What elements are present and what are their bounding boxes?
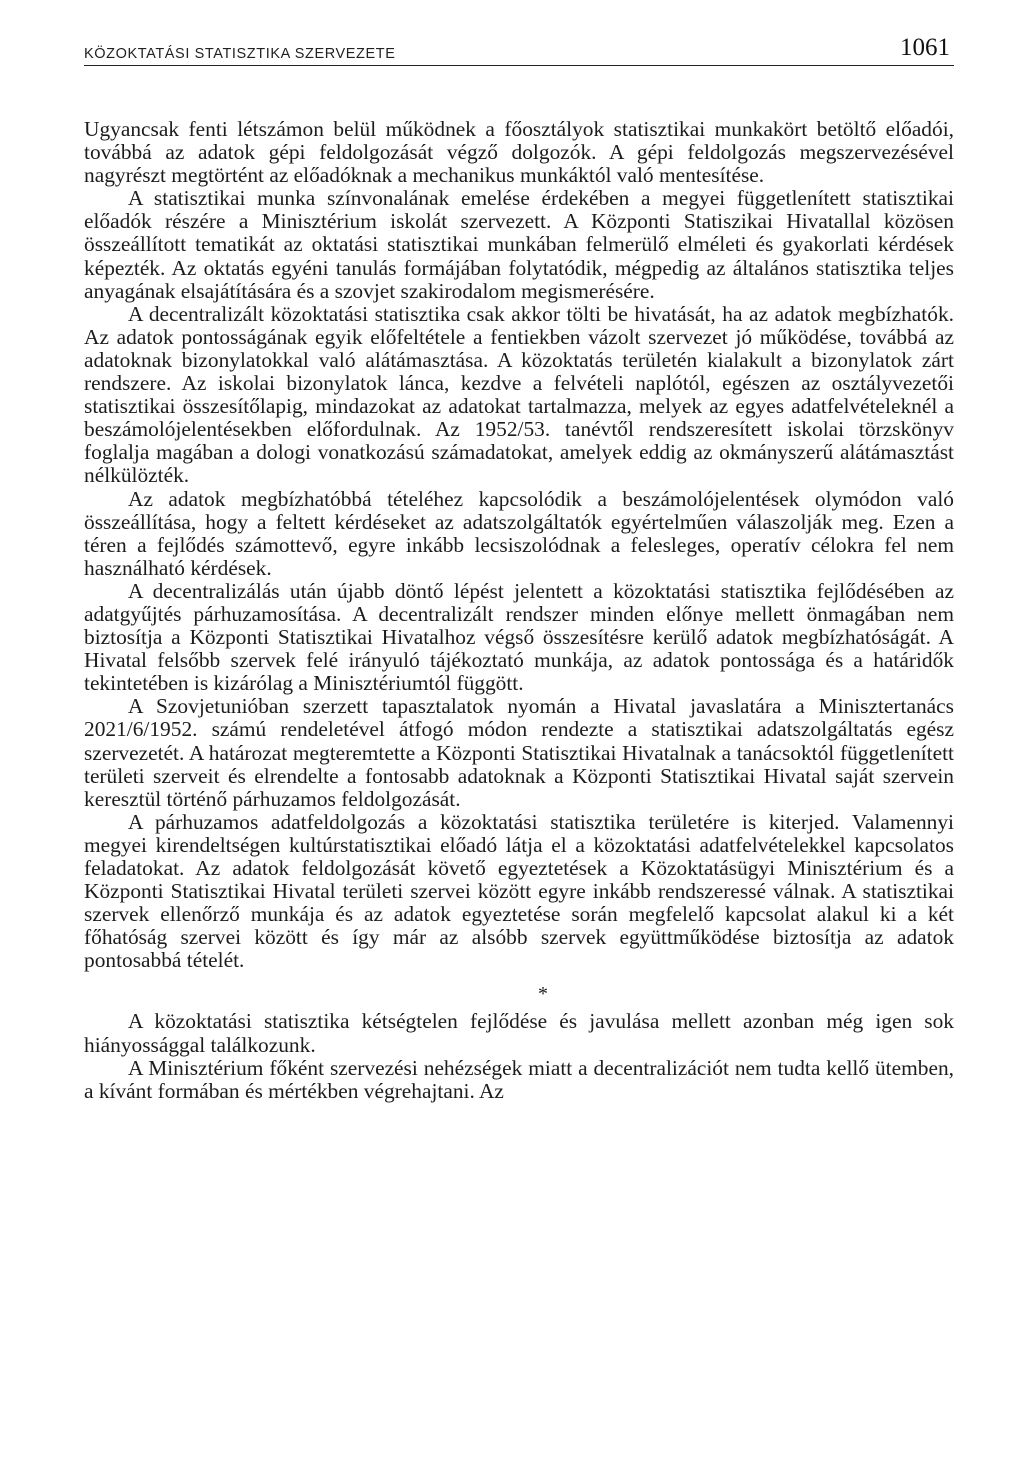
paragraph: Ugyancsak fenti létszámon belül működnek a főosztályok statisztikai munkakört betöltő előadói, továbbá az adatok gépi feldolgozását végző dolgozók. A gépi feldolgozás megszervezésével nagyrészt megtörtént az előadóknak a mechanikus munkáktól való mentesítése. xyxy=(84,117,954,188)
running-header xyxy=(84,28,954,66)
section-separator: * xyxy=(538,983,548,1006)
paragraph: Az adatok megbízhatóbbá tételéhez kapcsolódik a beszámolójelentések olymódon való összeállítása, hogy a feltett kérdéseket az adatszolgáltatók egyértelműen válaszolják meg. Ezen a téren a fejlődés számottevő, egyre inkább lecsiszolódnak a felesleges, operatív célokra fel nem használható kérdések. xyxy=(84,486,954,580)
paragraph: A párhuzamos adatfeldolgozás a közoktatási statisztika területére is kiterjed. Valamennyi megyei kirendeltségen kultúrstatisztikai előadó látja el a közoktatási adatfelvételekkel kapcsolatos feladatokat. Az adatok feldolgozását követő egyeztetések a Közoktatásügyi Minisztérium és a Központi Statisztikai Hivatal területi szervei között egyre inkább rendszeressé válnak. A statisztikai szervek ellenőrző munkája és az adatok egyeztetése során megfelelő kapcsolat alakul ki a két főhatóság szervei között és így már az alsóbb szervek együttműködése biztosítja az adatok pontosabbá tételét. xyxy=(84,809,954,973)
paragraph: A statisztikai munka színvonalának emelése érdekében a megyei függetlenített statisztikai előadók részére a Minisztérium iskolát szervezett. A Központi Statiszikai Hivatallal közösen összeállított tematikát az oktatási statisztikai munkában felmerülő elméleti és gyakorlati kérdések képezték. Az oktatás egyéni tanulás formájában folytatódik, mégpedig az általános statisztika teljes anyagának elsajátítására és a szovjet szakirodalom megismerésére. xyxy=(84,186,954,303)
paragraph: A decentralizált közoktatási statisztika csak akkor tölti be hivatását, ha az adatok megbízhatók. Az adatok pontosságának egyik előfeltétele a fentiekben vázolt szervezet jó működése, továbbá az adatoknak bizonylatokkal való alátámasztása. A közoktatás területén kialakult a bizonylatok zárt rendszere. Az iskolai bizonylatok lánca, kezdve a felvételi naplótól, egészen az osztályvezetői statisztikai összesítőlapig, mindazokat az adatokat tartalmazza, melyek az egyes adatfelvételeknél a beszámolójelentésekben előfordulnak. Az 1952/53. tanévtől rendszeresített iskolai törzskönyv foglalja magában a dologi vonatkozású számadatokat, amelyek eddig az okmányszerű alátámasztást nélkülözték. xyxy=(84,301,954,488)
body-text xyxy=(84,118,954,1103)
paragraph: A decentralizálás után újabb döntő lépést jelentett a közoktatási statisztika fejlődésében az adatgyűjtés párhuzamosítása. A decentralizált rendszer minden előnye mellett önmagában nem biztosítja a Központi Statisztikai Hivatalhoz végső összesítésre kerülő adatok megbízhatóságát. A Hivatal felsőbb szervek felé irányuló tájékoztató munkája, az adatok pontossága és a határidők tekintetében is kizárólag a Minisztériumtól függött. xyxy=(84,578,954,696)
paragraph: A Szovjetunióban szerzett tapasztalatok nyomán a Hivatal javaslatára a Minisztertanács 2021/6/1952. számú rendeletével átfogó módon rendezte a statisztikai adatszolgáltatás egész szervezetét. A határozat megteremtette a Központi Statisztikai Hivatalnak a tanácsoktól függetlenített területi szerveit és elrendelte a fontosabb adatoknak a Központi Statisztikai Hivatal saját szervein keresztül történő párhuzamos feldolgozását. xyxy=(84,694,954,811)
paragraph: A közoktatási statisztika kétségtelen fejlődése és javulása mellett azonban még igen sok hiányossággal találkozunk. xyxy=(84,1009,954,1057)
running-header-title: KÖZOKTATÁSI STATISZTIKA SZERVEZETE xyxy=(84,46,396,62)
page-number: 1061 xyxy=(900,34,950,61)
paragraph: A Minisztérium főként szervezési nehézségek miatt a decentralizációt nem tudta kellő ütemben, a kívánt formában és mértékben végrehajtani. Az xyxy=(84,1055,954,1103)
document-page xyxy=(84,28,954,1103)
